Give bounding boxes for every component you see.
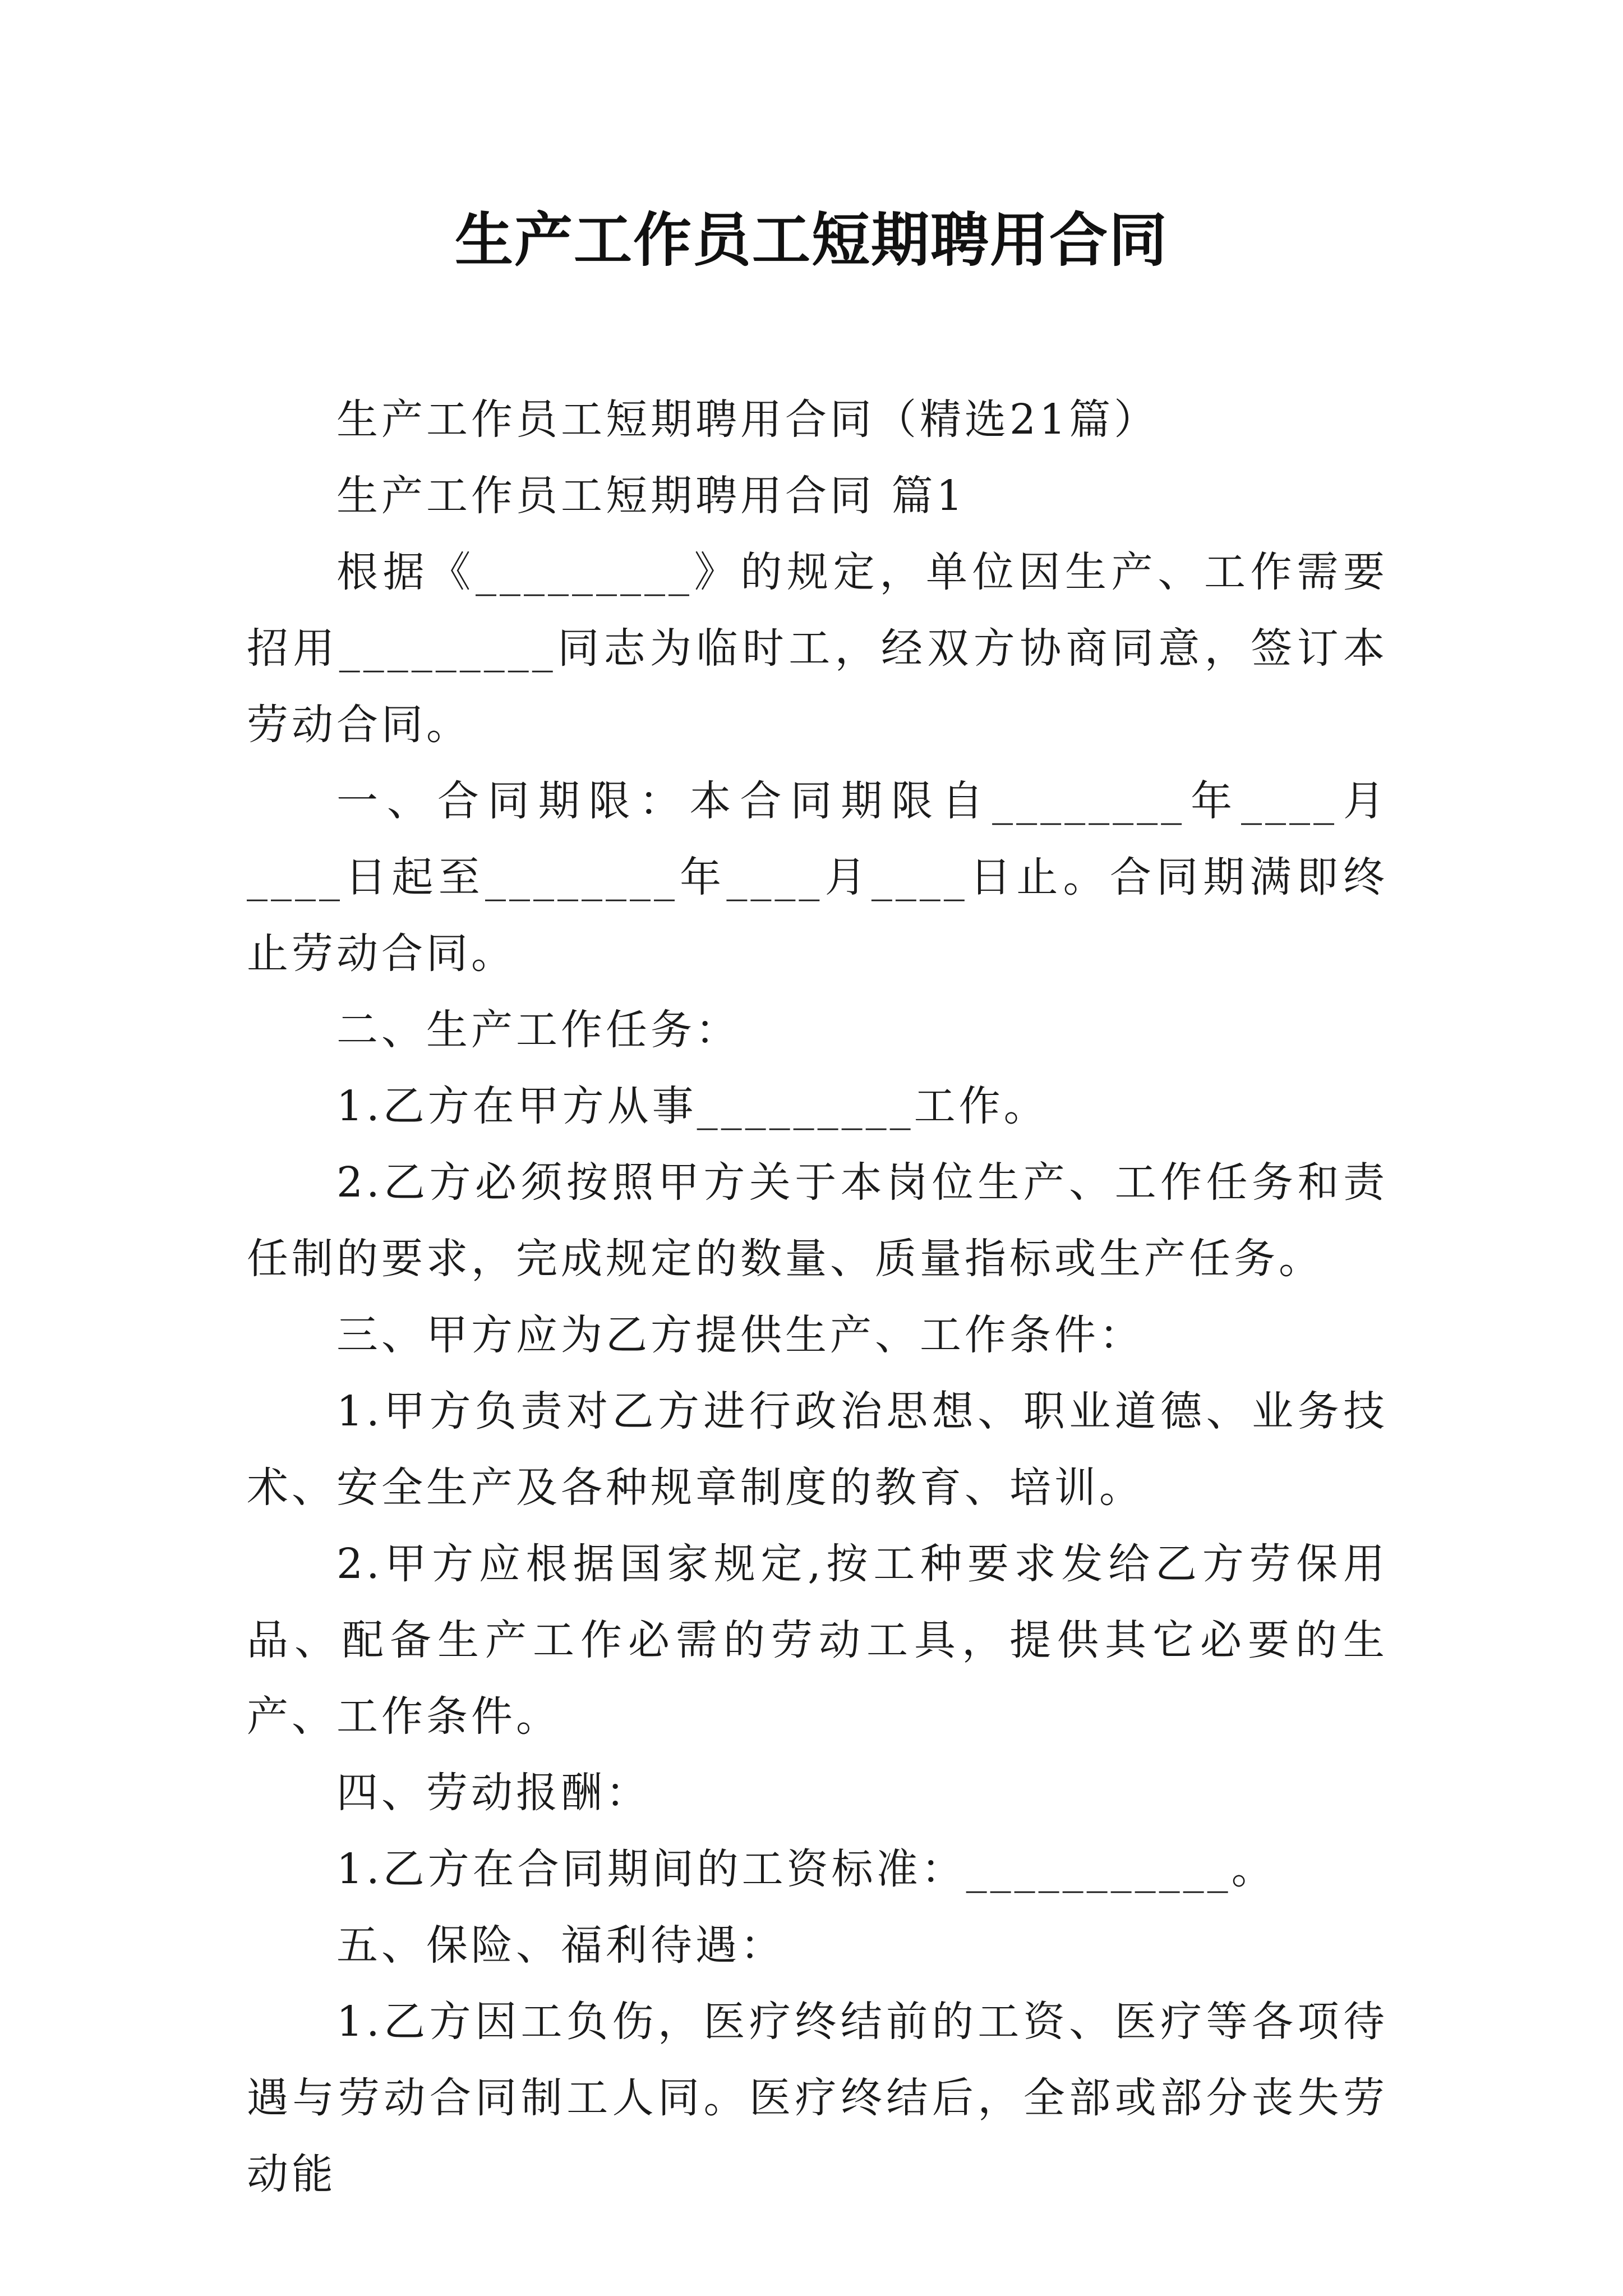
paragraph-preamble: 根据《_________》的规定，单位因生产、工作需要招用_________同志为临时工，经双方协商同意，签订本劳动合同。 <box>247 548 1388 749</box>
paragraph-condition-1: 1.甲方负责对乙方进行政治思想、职业道德、业务技术、安全生产及各种规章制度的教育、培训。 <box>247 1387 1388 1512</box>
document-body <box>247 381 1388 2212</box>
paragraph-condition-2: 2.甲方应根据国家规定,按工种要求发给乙方劳保用品、配备生产工作必需的劳动工具，提供其它必要的生产、工作条件。 <box>247 1540 1388 1741</box>
paragraph-insurance-1: 1.乙方因工负伤，医疗终结前的工资、医疗等各项待遇与劳动合同制工人同。医疗终结后，全部或部分丧失劳动能 <box>247 1998 1388 2198</box>
heading-conditions: 三、甲方应为乙方提供生产、工作条件： <box>336 1311 1144 1359</box>
heading-remuneration: 四、劳动报酬： <box>336 1769 651 1817</box>
heading-tasks: 二、生产工作任务： <box>336 1006 740 1054</box>
paragraph-task-1: 1.乙方在甲方从事_________工作。 <box>336 1082 1049 1130</box>
document-title: 生产工作员工短期聘用合同 <box>454 205 1168 274</box>
doc-subtitle: 生产工作员工短期聘用合同（精选21篇） <box>336 395 1159 444</box>
section-heading-part1: 生产工作员工短期聘用合同 篇1 <box>336 472 966 520</box>
paragraph-task-2: 2.乙方必须按照甲方关于本岗位生产、工作任务和责任制的要求，完成规定的数量、质量指标或生产任务。 <box>247 1158 1388 1283</box>
paragraph-term: 一、合同期限：本合同期限自________年____月____日起至________年____月____日止。合同期满即终止劳动合同。 <box>247 777 1388 978</box>
paragraph-remuneration-1: 1.乙方在合同期间的工资标准：___________。 <box>336 1845 1276 1893</box>
heading-insurance: 五、保险、福利待遇： <box>336 1921 785 1970</box>
